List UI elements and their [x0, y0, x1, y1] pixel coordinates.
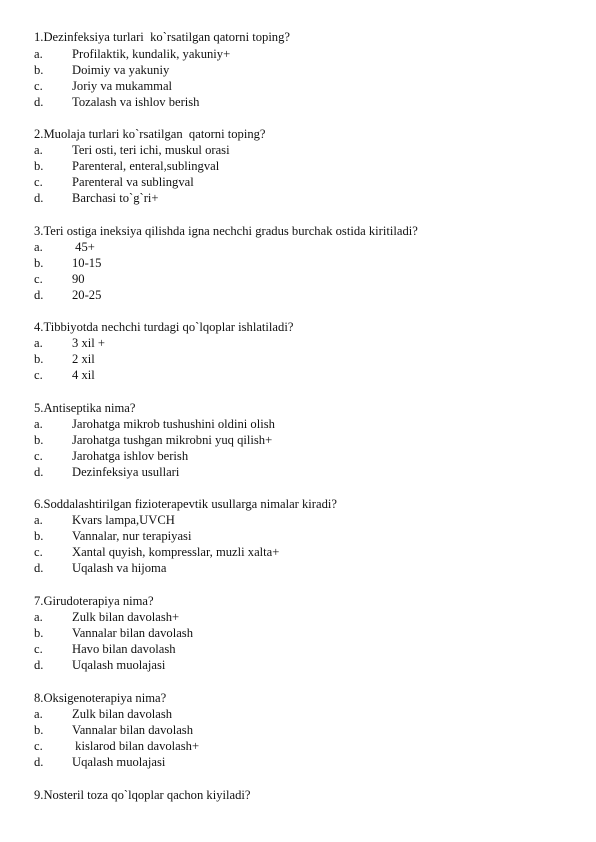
option-letter: d. [34, 658, 44, 672]
option-text: 4 xil [72, 368, 95, 382]
option-letter: d. [34, 95, 44, 109]
option-text: Joriy va mukammal [72, 79, 173, 93]
option-letter: c. [34, 642, 43, 656]
option-text: Vannalar, nur terapiyasi [72, 529, 192, 543]
option-text: Jarohatga tushgan mikrobni yuq qilish+ [72, 433, 273, 447]
question-2: 2.Muolaja turlari ko`rsatilgan qatorni toping? [34, 127, 266, 141]
option-text: Profilaktik, kundalik, yakuniy+ [72, 47, 231, 61]
option-letter: b. [34, 159, 44, 173]
question-4: 4.Tibbiyotda nechchi turdagi qo`lqoplar ishlatiladi? [34, 320, 294, 334]
option-letter: d. [34, 465, 44, 479]
option-letter: a. [34, 336, 43, 350]
option-letter: b. [34, 723, 44, 737]
option-letter: b. [34, 352, 44, 366]
option-text: Uqalash muolajasi [72, 658, 166, 672]
option-text: Zulk bilan davolash [72, 707, 173, 721]
option-text: Barchasi to`g`ri+ [72, 191, 159, 205]
option-letter: c. [34, 449, 43, 463]
option-text: Parenteral va sublingval [72, 175, 194, 189]
option-text: 90 [72, 272, 85, 286]
option-text: Jarohatga ishlov berish [72, 449, 189, 463]
question-3: 3.Teri ostiga ineksiya qilishda igna nechchi gradus burchak ostida kiritiladi? [34, 224, 418, 238]
option-letter: c. [34, 739, 43, 753]
option-letter: d. [34, 191, 44, 205]
option-text: Vannalar bilan davolash [72, 723, 193, 737]
option-letter: a. [34, 143, 43, 157]
option-letter: a. [34, 513, 43, 527]
option-letter: a. [34, 707, 43, 721]
option-text: Uqalash va hijoma [72, 561, 167, 575]
option-text: Uqalash muolajasi [72, 755, 166, 769]
option-text: 20-25 [72, 288, 102, 302]
question-6: 6.Soddalashtirilgan fizioterapevtik usullarga nimalar kiradi? [34, 497, 337, 511]
option-text: Doimiy va yakuniy [72, 63, 170, 77]
option-text: 3 xil + [72, 336, 105, 350]
option-letter: b. [34, 256, 44, 270]
option-letter: b. [34, 63, 44, 77]
option-text: Tozalash va ishlov berish [72, 95, 200, 109]
option-text: Havo bilan davolash [72, 642, 176, 656]
option-text: Jarohatga mikrob tushushini oldini olish [72, 417, 275, 431]
option-letter: c. [34, 272, 43, 286]
question-8: 8.Oksigenoterapiya nima? [34, 691, 167, 705]
option-letter: a. [34, 240, 43, 254]
option-text: Zulk bilan davolash+ [72, 610, 180, 624]
option-text: Vannalar bilan davolash [72, 626, 193, 640]
option-letter: c. [34, 545, 43, 559]
option-text: kislarod bilan davolash+ [72, 739, 200, 753]
option-letter: d. [34, 755, 44, 769]
option-letter: b. [34, 529, 44, 543]
option-letter: a. [34, 417, 43, 431]
option-letter: a. [34, 47, 43, 61]
option-letter: c. [34, 79, 43, 93]
option-letter: c. [34, 175, 43, 189]
option-text: Teri osti, teri ichi, muskul orasi [72, 143, 230, 157]
option-text: Kvars lampa,UVCH [72, 513, 175, 527]
option-letter: b. [34, 433, 44, 447]
question-7: 7.Girudoterapiya nima? [34, 594, 154, 608]
option-letter: d. [34, 288, 44, 302]
option-text: 10-15 [72, 256, 102, 270]
option-text: Dezinfeksiya usullari [72, 465, 180, 479]
option-letter: d. [34, 561, 44, 575]
option-text: 45+ [72, 240, 95, 254]
question-5: 5.Antiseptika nima? [34, 401, 136, 415]
option-text: Xantal quyish, kompresslar, muzli xalta+ [72, 545, 280, 559]
question-1: 1.Dezinfeksiya turlari ko`rsatilgan qatorni toping? [34, 30, 290, 44]
question-9: 9.Nosteril toza qo`lqoplar qachon kiyiladi? [34, 788, 251, 802]
option-letter: a. [34, 610, 43, 624]
option-letter: b. [34, 626, 44, 640]
option-text: Parenteral, enteral,sublingval [72, 159, 220, 173]
option-text: 2 xil [72, 352, 95, 366]
option-letter: c. [34, 368, 43, 382]
